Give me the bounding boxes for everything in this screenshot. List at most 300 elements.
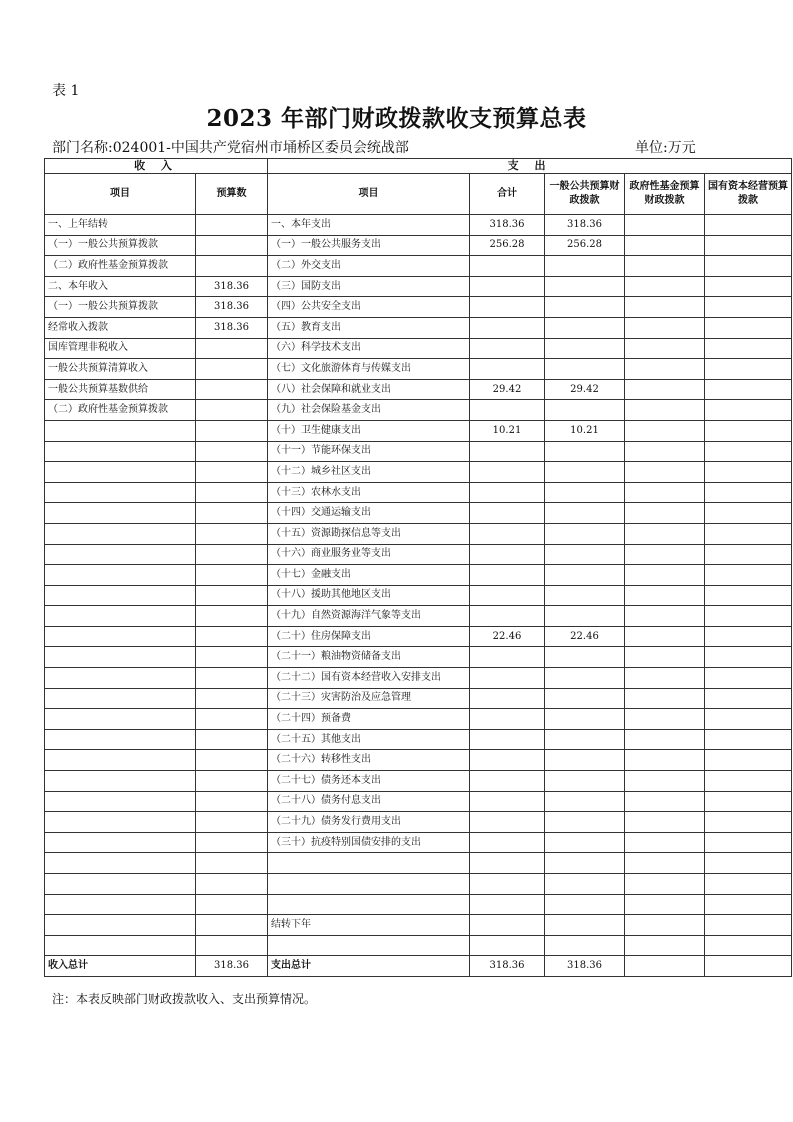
col-gov-fund-budget: 政府性基金预算财政拨款	[625, 174, 705, 215]
expense-item-cell: （二十三）灾害防治及应急管理	[268, 688, 470, 709]
expense-item-cell: （二十四）预备费	[268, 709, 470, 730]
expense-total-cell	[470, 832, 545, 853]
general-budget-cell	[545, 688, 625, 709]
income-amount-cell	[196, 503, 268, 524]
general-budget-cell	[545, 606, 625, 627]
expense-item-cell: （五）教育支出	[268, 317, 470, 338]
state-capital-cell	[705, 379, 792, 400]
gov-fund-cell	[625, 256, 705, 277]
gov-fund-cell	[625, 915, 705, 936]
expense-total-cell	[470, 647, 545, 668]
budget-table	[44, 158, 792, 977]
general-budget-cell	[545, 359, 625, 380]
income-amount-cell	[196, 215, 268, 236]
income-amount-cell	[196, 544, 268, 565]
expense-total-cell	[470, 359, 545, 380]
general-budget-cell: 10.21	[545, 420, 625, 441]
income-amount-cell	[196, 565, 268, 586]
expense-item-cell: （四）公共安全支出	[268, 297, 470, 318]
table-row	[45, 297, 792, 318]
gov-fund-cell	[625, 215, 705, 236]
income-item-cell: （二）政府性基金预算拨款	[45, 256, 196, 277]
income-amount-cell	[196, 647, 268, 668]
state-capital-cell	[705, 256, 792, 277]
income-amount-cell	[196, 771, 268, 792]
income-amount-cell	[196, 874, 268, 895]
expense-total-cell	[470, 935, 545, 956]
page-title: 2023 年部门财政拨款收支预算总表	[206, 105, 587, 132]
income-item-cell	[45, 729, 196, 750]
expense-total-cell	[470, 482, 545, 503]
income-item-cell	[45, 750, 196, 771]
general-budget-cell	[545, 297, 625, 318]
state-capital-cell	[705, 791, 792, 812]
general-budget-cell	[545, 812, 625, 833]
gov-fund-cell	[625, 626, 705, 647]
income-item-cell	[45, 832, 196, 853]
table-row	[45, 771, 792, 792]
state-capital-cell	[705, 812, 792, 833]
gov-fund-cell	[625, 771, 705, 792]
expense-total-cell	[470, 317, 545, 338]
general-budget-cell	[545, 441, 625, 462]
table-row	[45, 647, 792, 668]
income-item-cell: （一）一般公共预算拨款	[45, 235, 196, 256]
general-budget-cell	[545, 832, 625, 853]
expense-total-cell	[470, 523, 545, 544]
expense-item-cell: （十二）城乡社区支出	[268, 462, 470, 483]
expense-total-cell	[470, 565, 545, 586]
state-capital-cell	[705, 771, 792, 792]
income-amount-cell	[196, 668, 268, 689]
table-row	[45, 400, 792, 421]
state-capital-cell	[705, 565, 792, 586]
col-state-capital-budget: 国有资本经营预算拨款	[705, 174, 792, 215]
income-item-cell: 一般公共预算基数供给	[45, 379, 196, 400]
income-total-amount: 318.36	[196, 956, 268, 977]
expense-item-cell: （二）外交支出	[268, 256, 470, 277]
state-capital-cell	[705, 606, 792, 627]
expense-item-cell: （十八）援助其他地区支出	[268, 585, 470, 606]
expense-item-cell	[268, 894, 470, 915]
income-amount-cell	[196, 688, 268, 709]
expense-total-cell	[470, 400, 545, 421]
state-capital-cell	[705, 853, 792, 874]
income-item-cell: （二）政府性基金预算拨款	[45, 400, 196, 421]
income-amount-cell	[196, 626, 268, 647]
state-capital-cell	[705, 276, 792, 297]
expense-item-cell: （二十一）粮油物资储备支出	[268, 647, 470, 668]
income-amount-cell	[196, 750, 268, 771]
table-row	[45, 338, 792, 359]
state-capital-cell	[705, 626, 792, 647]
expense-item-cell: 结转下年	[268, 915, 470, 936]
general-budget-cell: 318.36	[545, 215, 625, 236]
general-budget-cell	[545, 565, 625, 586]
expense-item-cell: （二十二）国有资本经营收入安排支出	[268, 668, 470, 689]
general-budget-cell	[545, 750, 625, 771]
general-budget-cell	[545, 256, 625, 277]
income-item-cell	[45, 915, 196, 936]
expense-total-cell	[470, 874, 545, 895]
gov-fund-cell	[625, 668, 705, 689]
table-row	[45, 853, 792, 874]
expense-total-cell	[470, 894, 545, 915]
expense-total-label: 支出总计	[268, 956, 470, 977]
state-capital-cell	[705, 297, 792, 318]
income-item-cell	[45, 482, 196, 503]
expense-total-cell	[470, 791, 545, 812]
income-amount-cell	[196, 894, 268, 915]
table-row	[45, 812, 792, 833]
state-capital-cell	[705, 709, 792, 730]
state-capital-cell	[705, 400, 792, 421]
general-budget-cell: 22.46	[545, 626, 625, 647]
table-row	[45, 215, 792, 236]
col-expense-item: 项目	[268, 174, 470, 215]
table-row	[45, 482, 792, 503]
general-budget-cell	[545, 668, 625, 689]
general-budget-cell	[545, 276, 625, 297]
income-amount-cell: 318.36	[196, 317, 268, 338]
table-row	[45, 606, 792, 627]
general-budget-cell	[545, 771, 625, 792]
income-item-cell	[45, 935, 196, 956]
table-row	[45, 626, 792, 647]
income-amount-cell	[196, 338, 268, 359]
income-amount-cell	[196, 729, 268, 750]
income-item-cell: 经常收入拨款	[45, 317, 196, 338]
table-number: 表 1	[52, 83, 80, 99]
gov-fund-cell	[625, 750, 705, 771]
general-budget-cell	[545, 894, 625, 915]
income-amount-cell	[196, 379, 268, 400]
gov-fund-cell	[625, 935, 705, 956]
income-amount-cell: 318.36	[196, 297, 268, 318]
state-capital-cell	[705, 235, 792, 256]
expense-item-cell: （二十八）债务付息支出	[268, 791, 470, 812]
gov-fund-cell	[625, 523, 705, 544]
income-item-cell	[45, 688, 196, 709]
footnote: 注：本表反映部门财政拨款收入、支出预算情况。	[52, 992, 317, 1006]
expense-total-cell	[470, 462, 545, 483]
state-capital-cell	[705, 647, 792, 668]
expense-total-cell	[470, 585, 545, 606]
expense-total-cell	[470, 441, 545, 462]
income-item-cell: 国库管理非税收入	[45, 338, 196, 359]
income-amount-cell	[196, 585, 268, 606]
income-amount-cell	[196, 441, 268, 462]
expense-total-cell	[470, 771, 545, 792]
general-budget-cell	[545, 400, 625, 421]
income-total-label: 收入总计	[45, 956, 196, 977]
col-income-budget: 预算数	[196, 174, 268, 215]
income-amount-cell	[196, 420, 268, 441]
expense-total-cell: 22.46	[470, 626, 545, 647]
expense-item-cell: 一、本年支出	[268, 215, 470, 236]
expense-total-cell: 256.28	[470, 235, 545, 256]
gov-fund-cell	[625, 235, 705, 256]
general-budget-cell	[545, 915, 625, 936]
expense-total-cell	[470, 853, 545, 874]
gov-fund-cell	[625, 874, 705, 895]
general-budget-cell: 256.28	[545, 235, 625, 256]
gov-fund-cell	[625, 606, 705, 627]
gov-fund-cell	[625, 853, 705, 874]
income-amount-cell	[196, 359, 268, 380]
gov-fund-cell	[625, 585, 705, 606]
expense-total-cell	[470, 338, 545, 359]
general-budget-cell	[545, 647, 625, 668]
gov-fund-cell	[625, 317, 705, 338]
expense-item-cell: （十七）金融支出	[268, 565, 470, 586]
table-row	[45, 791, 792, 812]
gov-fund-cell	[625, 359, 705, 380]
income-item-cell	[45, 853, 196, 874]
expense-item-cell: （九）社会保险基金支出	[268, 400, 470, 421]
state-capital-cell	[705, 441, 792, 462]
gov-fund-cell	[625, 544, 705, 565]
expense-total-cell	[470, 709, 545, 730]
expense-item-cell: （二十七）债务还本支出	[268, 771, 470, 792]
income-item-cell	[45, 420, 196, 441]
general-budget-cell	[545, 523, 625, 544]
income-header: 收 入	[45, 159, 268, 174]
expense-item-cell: （十）卫生健康支出	[268, 420, 470, 441]
col-expense-total: 合计	[470, 174, 545, 215]
table-row	[45, 420, 792, 441]
expense-total-cell: 10.21	[470, 420, 545, 441]
expense-item-cell: （六）科学技术支出	[268, 338, 470, 359]
state-capital-cell	[705, 215, 792, 236]
expense-total-cell: 318.36	[470, 215, 545, 236]
gov-fund-cell	[625, 441, 705, 462]
income-item-cell	[45, 812, 196, 833]
general-budget-total: 318.36	[545, 956, 625, 977]
income-amount-cell	[196, 523, 268, 544]
income-item-cell	[45, 606, 196, 627]
expense-total-cell	[470, 503, 545, 524]
state-capital-cell	[705, 482, 792, 503]
gov-fund-cell	[625, 729, 705, 750]
income-amount-cell	[196, 853, 268, 874]
general-budget-cell	[545, 729, 625, 750]
expense-item-cell: （八）社会保障和就业支出	[268, 379, 470, 400]
income-item-cell: 一、上年结转	[45, 215, 196, 236]
expense-total-cell	[470, 750, 545, 771]
income-amount-cell	[196, 709, 268, 730]
state-capital-cell	[705, 503, 792, 524]
income-item-cell	[45, 441, 196, 462]
table-row	[45, 935, 792, 956]
income-item-cell	[45, 503, 196, 524]
income-amount-cell	[196, 832, 268, 853]
income-item-cell	[45, 894, 196, 915]
expense-item-cell: （十九）自然资源海洋气象等支出	[268, 606, 470, 627]
expense-item-cell: （二十）住房保障支出	[268, 626, 470, 647]
general-budget-cell	[545, 791, 625, 812]
table-row	[45, 688, 792, 709]
table-row	[45, 668, 792, 689]
totals-row	[45, 956, 792, 977]
general-budget-cell	[545, 482, 625, 503]
table-row	[45, 750, 792, 771]
gov-fund-cell	[625, 462, 705, 483]
expense-item-cell: （二十五）其他支出	[268, 729, 470, 750]
general-budget-cell	[545, 317, 625, 338]
state-capital-cell	[705, 359, 792, 380]
state-capital-cell	[705, 585, 792, 606]
gov-fund-cell	[625, 503, 705, 524]
expense-item-cell: （三）国防支出	[268, 276, 470, 297]
state-capital-cell	[705, 317, 792, 338]
unit-label: 单位:万元	[635, 140, 696, 156]
table-row	[45, 544, 792, 565]
expense-total-cell: 29.42	[470, 379, 545, 400]
table-row	[45, 462, 792, 483]
income-amount-cell	[196, 235, 268, 256]
col-income-item: 项目	[45, 174, 196, 215]
gov-fund-cell	[625, 894, 705, 915]
income-item-cell	[45, 647, 196, 668]
gov-fund-cell	[625, 832, 705, 853]
income-amount-cell	[196, 915, 268, 936]
expense-item-cell: （十一）节能环保支出	[268, 441, 470, 462]
gov-fund-cell	[625, 812, 705, 833]
state-capital-cell	[705, 668, 792, 689]
expense-item-cell: （三十）抗疫特别国债安排的支出	[268, 832, 470, 853]
state-capital-cell	[705, 750, 792, 771]
state-capital-cell	[705, 420, 792, 441]
state-capital-cell	[705, 832, 792, 853]
expense-total-cell	[470, 688, 545, 709]
state-capital-cell	[705, 729, 792, 750]
gov-fund-cell	[625, 688, 705, 709]
department-label: 部门名称:024001-中国共产党宿州市埇桥区委员会统战部	[52, 140, 409, 156]
income-item-cell: （一）一般公共预算拨款	[45, 297, 196, 318]
table-row	[45, 874, 792, 895]
general-budget-cell	[545, 338, 625, 359]
general-budget-cell	[545, 544, 625, 565]
income-item-cell	[45, 626, 196, 647]
expense-header: 支 出	[268, 159, 792, 174]
income-item-cell	[45, 709, 196, 730]
gov-fund-cell	[625, 647, 705, 668]
table-row	[45, 379, 792, 400]
expense-item-cell: （十四）交通运输支出	[268, 503, 470, 524]
gov-fund-cell	[625, 565, 705, 586]
expense-total-cell	[470, 544, 545, 565]
state-capital-cell	[705, 874, 792, 895]
expense-total-cell	[470, 256, 545, 277]
general-budget-cell	[545, 462, 625, 483]
expense-item-cell: （二十六）转移性支出	[268, 750, 470, 771]
income-item-cell	[45, 462, 196, 483]
table-row	[45, 256, 792, 277]
income-amount-cell	[196, 935, 268, 956]
table-row	[45, 915, 792, 936]
income-item-cell	[45, 771, 196, 792]
gov-fund-cell	[625, 709, 705, 730]
income-amount-cell	[196, 400, 268, 421]
income-item-cell	[45, 544, 196, 565]
expense-total-cell	[470, 276, 545, 297]
table-row	[45, 894, 792, 915]
table-row	[45, 317, 792, 338]
table-row	[45, 565, 792, 586]
income-item-cell	[45, 585, 196, 606]
expense-item-cell: （十五）资源勘探信息等支出	[268, 523, 470, 544]
income-item-cell: 一般公共预算清算收入	[45, 359, 196, 380]
state-capital-cell	[705, 935, 792, 956]
gov-fund-cell	[625, 791, 705, 812]
general-budget-cell	[545, 853, 625, 874]
gov-fund-cell	[625, 338, 705, 359]
general-budget-cell	[545, 935, 625, 956]
table-row	[45, 441, 792, 462]
state-capital-cell	[705, 894, 792, 915]
expense-item-cell: （二十九）债务发行费用支出	[268, 812, 470, 833]
table-row	[45, 235, 792, 256]
expense-item-cell: （十六）商业服务业等支出	[268, 544, 470, 565]
gov-fund-cell	[625, 297, 705, 318]
expense-total-cell	[470, 915, 545, 936]
income-amount-cell: 318.36	[196, 276, 268, 297]
expense-total-amount: 318.36	[470, 956, 545, 977]
gov-fund-cell	[625, 420, 705, 441]
table-row	[45, 503, 792, 524]
table-row	[45, 523, 792, 544]
income-item-cell	[45, 565, 196, 586]
income-amount-cell	[196, 791, 268, 812]
expense-total-cell	[470, 668, 545, 689]
income-amount-cell	[196, 462, 268, 483]
gov-fund-cell	[625, 400, 705, 421]
state-capital-cell	[705, 462, 792, 483]
state-capital-cell	[705, 688, 792, 709]
income-item-cell	[45, 668, 196, 689]
income-item-cell	[45, 874, 196, 895]
income-item-cell	[45, 523, 196, 544]
expense-total-cell	[470, 606, 545, 627]
expense-item-cell	[268, 874, 470, 895]
income-amount-cell	[196, 482, 268, 503]
table-row	[45, 359, 792, 380]
gov-fund-total	[625, 956, 705, 977]
expense-total-cell	[470, 729, 545, 750]
expense-item-cell: （七）文化旅游体育与传媒支出	[268, 359, 470, 380]
state-capital-cell	[705, 338, 792, 359]
table-row	[45, 832, 792, 853]
state-capital-cell	[705, 915, 792, 936]
general-budget-cell: 29.42	[545, 379, 625, 400]
table-row	[45, 585, 792, 606]
table-row	[45, 276, 792, 297]
general-budget-cell	[545, 709, 625, 730]
expense-item-cell: （一）一般公共服务支出	[268, 235, 470, 256]
expense-total-cell	[470, 297, 545, 318]
expense-item-cell	[268, 935, 470, 956]
expense-total-cell	[470, 812, 545, 833]
expense-item-cell: （十三）农林水支出	[268, 482, 470, 503]
income-amount-cell	[196, 812, 268, 833]
gov-fund-cell	[625, 482, 705, 503]
col-general-budget: 一般公共预算财政拨款	[545, 174, 625, 215]
state-capital-cell	[705, 544, 792, 565]
gov-fund-cell	[625, 379, 705, 400]
state-capital-total	[705, 956, 792, 977]
general-budget-cell	[545, 874, 625, 895]
